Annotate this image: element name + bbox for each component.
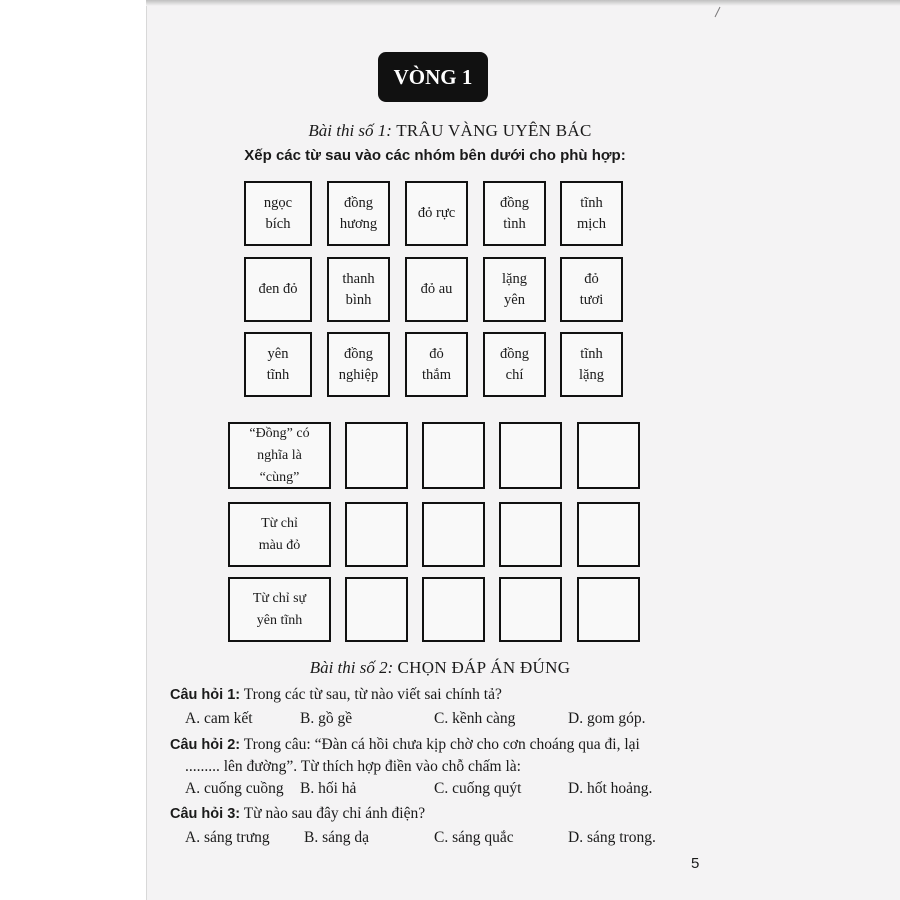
category-label: Từ chỉ sự yên tĩnh bbox=[228, 577, 331, 642]
question-2 bbox=[170, 736, 640, 754]
option-c[interactable]: C. cuống quýt bbox=[434, 780, 522, 797]
option-a[interactable]: A. cam kết bbox=[185, 710, 253, 727]
page-number: 5 bbox=[691, 855, 700, 872]
option-b[interactable]: B. gồ gề bbox=[300, 710, 353, 727]
word-card[interactable]: tĩnh mịch bbox=[560, 181, 623, 246]
option-d[interactable]: D. hốt hoảng. bbox=[568, 780, 653, 797]
word-card[interactable]: đồng chí bbox=[483, 332, 546, 397]
answer-slot[interactable] bbox=[577, 577, 640, 642]
question-1 bbox=[170, 686, 502, 704]
test2-title: CHỌN ĐÁP ÁN ĐÚNG bbox=[397, 658, 571, 677]
option-c[interactable]: C. sáng quắc bbox=[434, 829, 514, 846]
question-3 bbox=[170, 805, 425, 823]
answer-slot[interactable] bbox=[499, 422, 562, 489]
question-text: Từ nào sau đây chỉ ánh điện? bbox=[243, 805, 426, 822]
question-label: Câu hỏi 1: bbox=[170, 687, 241, 703]
word-card[interactable]: đồng nghiệp bbox=[327, 332, 390, 397]
word-card[interactable]: đồng tình bbox=[483, 181, 546, 246]
test2-heading bbox=[0, 658, 880, 678]
word-card[interactable]: đỏ rực bbox=[405, 181, 468, 246]
word-card[interactable]: đỏ thắm bbox=[405, 332, 468, 397]
answer-slot[interactable] bbox=[499, 502, 562, 567]
answer-slot[interactable] bbox=[345, 502, 408, 567]
answer-slot[interactable] bbox=[577, 422, 640, 489]
question-label: Câu hỏi 2: bbox=[170, 737, 241, 753]
answer-slot[interactable] bbox=[577, 502, 640, 567]
test1-title: TRÂU VÀNG UYÊN BÁC bbox=[396, 121, 592, 140]
word-card[interactable]: ngọc bích bbox=[244, 181, 312, 246]
question-label: Câu hỏi 3: bbox=[170, 806, 241, 822]
word-card[interactable]: đỏ au bbox=[405, 257, 468, 322]
category-label: Từ chỉ màu đỏ bbox=[228, 502, 331, 567]
option-a[interactable]: A. sáng trưng bbox=[185, 829, 270, 846]
pen-mark-icon bbox=[712, 6, 722, 18]
answer-slot[interactable] bbox=[345, 422, 408, 489]
answer-slot[interactable] bbox=[345, 577, 408, 642]
option-d[interactable]: D. sáng trong. bbox=[568, 829, 656, 846]
test1-instruction: Xếp các từ sau vào các nhóm bên dưới cho phù hợp: bbox=[244, 147, 626, 164]
test1-label: Bài thi số 1: bbox=[308, 121, 392, 140]
answer-slot[interactable] bbox=[499, 577, 562, 642]
option-b[interactable]: B. hối hả bbox=[300, 780, 357, 797]
option-a[interactable]: A. cuống cuồng bbox=[185, 780, 284, 797]
question-text: Trong câu: “Đàn cá hồi chưa kịp chờ cho cơn choáng qua đi, lại bbox=[243, 736, 640, 753]
word-card[interactable]: đồng hương bbox=[327, 181, 390, 246]
word-card[interactable]: thanh bình bbox=[327, 257, 390, 322]
option-c[interactable]: C. kềnh càng bbox=[434, 710, 516, 727]
category-label: “Đồng” có nghĩa là “cùng” bbox=[228, 422, 331, 489]
test2-label: Bài thi số 2: bbox=[309, 658, 394, 677]
answer-slot[interactable] bbox=[422, 577, 485, 642]
word-card[interactable]: lặng yên bbox=[483, 257, 546, 322]
option-b[interactable]: B. sáng dạ bbox=[304, 829, 370, 846]
word-card[interactable]: yên tĩnh bbox=[244, 332, 312, 397]
question-text: Trong các từ sau, từ nào viết sai chính tả? bbox=[243, 686, 502, 703]
test1-heading bbox=[0, 121, 900, 141]
option-d[interactable]: D. gom góp. bbox=[568, 710, 646, 727]
word-card[interactable]: đỏ tươi bbox=[560, 257, 623, 322]
question-text-cont: ......... lên đường”. Từ thích hợp điền vào chỗ chấm là: bbox=[185, 758, 521, 775]
answer-slot[interactable] bbox=[422, 422, 485, 489]
word-card[interactable]: tĩnh lặng bbox=[560, 332, 623, 397]
round-badge: VÒNG 1 bbox=[378, 52, 488, 102]
word-card[interactable]: đen đỏ bbox=[244, 257, 312, 322]
answer-slot[interactable] bbox=[422, 502, 485, 567]
page-edge-shadow bbox=[146, 0, 900, 6]
